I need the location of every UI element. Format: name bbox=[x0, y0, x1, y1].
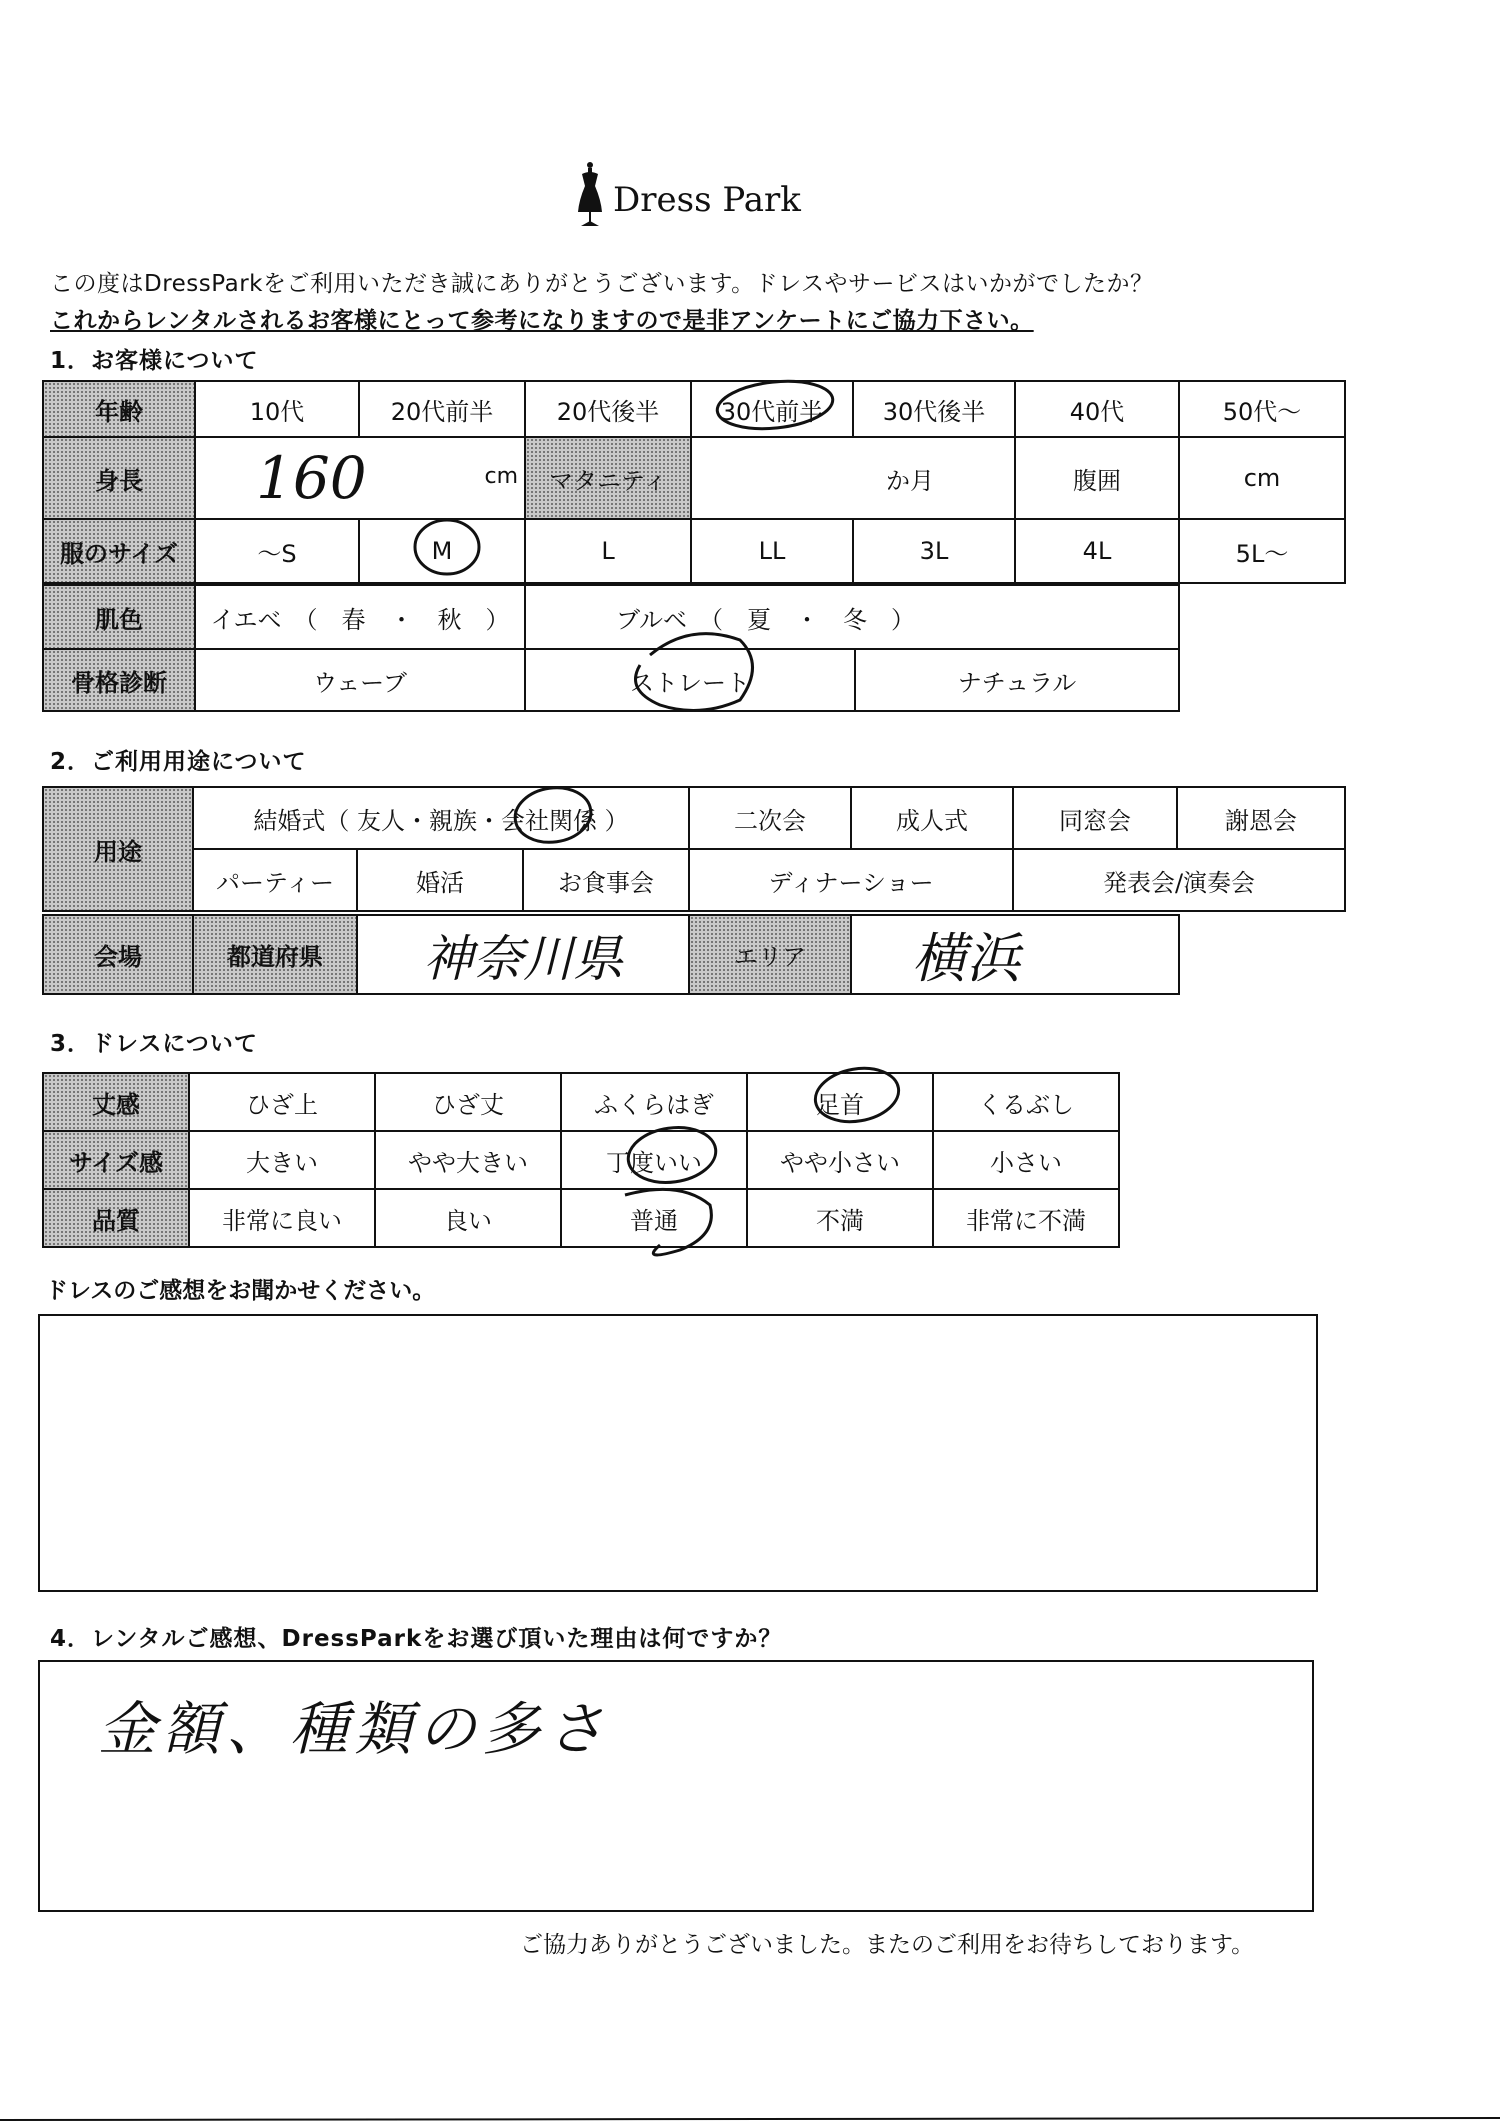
age-option[interactable]: 30代後半 bbox=[853, 381, 1015, 437]
age-option[interactable]: 40代 bbox=[1015, 381, 1179, 437]
length-label: 丈感 bbox=[43, 1073, 189, 1131]
dress-table bbox=[42, 1072, 1120, 1248]
purpose-option[interactable]: 二次会 bbox=[689, 787, 851, 849]
area-label: エリア bbox=[689, 915, 851, 994]
height-unit: cm bbox=[484, 464, 518, 489]
quality-label: 品質 bbox=[43, 1189, 189, 1247]
fit-option[interactable]: 小さい bbox=[933, 1131, 1119, 1189]
customer-table bbox=[42, 380, 1346, 584]
age-label: 年齢 bbox=[43, 381, 195, 437]
size-option[interactable]: L bbox=[525, 519, 691, 583]
section4-title: 4．レンタルご感想、DressParkをお選び頂いた理由は何ですか？ bbox=[50, 1626, 783, 1652]
length-option[interactable]: くるぶし bbox=[933, 1073, 1119, 1131]
intro-line: この度はDressParkをご利用いただき誠にありがとうございます。ドレスやサービスはいかがでしたか？ bbox=[50, 271, 1154, 297]
purpose-option[interactable]: 成人式 bbox=[851, 787, 1013, 849]
intro-request: これからレンタルされるお客様にとって参考になりますので是非アンケートにご協力下さい。 bbox=[50, 308, 1034, 334]
size-option[interactable]: 3L bbox=[853, 519, 1015, 583]
purpose-wedding[interactable]: 結婚式（ 友人・親族・会社関係 ） bbox=[193, 787, 689, 849]
reason-box[interactable] bbox=[38, 1660, 1314, 1912]
size-option[interactable]: 4L bbox=[1015, 519, 1179, 583]
frame-option[interactable]: ナチュラル bbox=[855, 649, 1179, 711]
brand-logo bbox=[565, 160, 805, 230]
quality-option[interactable]: 良い bbox=[375, 1189, 561, 1247]
age-option-selected[interactable]: 30代前半 bbox=[691, 381, 853, 437]
closing-message: ご協力ありがとうございました。またのご利用をお待ちしております。 bbox=[520, 1932, 1255, 1958]
size-option[interactable]: LL bbox=[691, 519, 853, 583]
dress-form-icon bbox=[575, 160, 605, 230]
height-value: 160 bbox=[256, 444, 367, 512]
waist-label: 腹囲 bbox=[1015, 437, 1179, 519]
skin-label: 肌色 bbox=[43, 585, 195, 649]
skin-yellow-base[interactable]: イエベ （ 春 ・ 秋 ） bbox=[195, 585, 525, 649]
frame-option-selected[interactable]: ストレート bbox=[525, 649, 855, 711]
prefecture-value[interactable]: 神奈川県 bbox=[357, 915, 689, 994]
length-option[interactable]: ひざ丈 bbox=[375, 1073, 561, 1131]
waist-field[interactable] bbox=[1179, 437, 1345, 519]
section3-title: 3．ドレスについて bbox=[50, 1031, 258, 1057]
age-option[interactable]: 20代後半 bbox=[525, 381, 691, 437]
waist-unit: cm bbox=[1243, 464, 1281, 492]
purpose-option[interactable]: 発表会/演奏会 bbox=[1013, 849, 1345, 911]
length-option[interactable]: ひざ上 bbox=[189, 1073, 375, 1131]
purpose-option[interactable]: パーティー bbox=[193, 849, 357, 911]
fit-option[interactable]: やや大きい bbox=[375, 1131, 561, 1189]
purpose-option[interactable]: 同窓会 bbox=[1013, 787, 1177, 849]
maternity-months-field[interactable] bbox=[691, 437, 1015, 519]
age-option[interactable]: 20代前半 bbox=[359, 381, 525, 437]
skin-frame-table bbox=[42, 584, 1180, 712]
dress-comment-box[interactable] bbox=[38, 1314, 1318, 1592]
height-label: 身長 bbox=[43, 437, 195, 519]
section1-title: 1．お客様について bbox=[50, 348, 259, 374]
quality-option[interactable]: 不満 bbox=[747, 1189, 933, 1247]
dress-comment-prompt: ドレスのご感想をお聞かせください。 bbox=[45, 1278, 436, 1304]
section2-title: 2．ご利用用途について bbox=[50, 749, 307, 775]
fit-option[interactable]: やや小さい bbox=[747, 1131, 933, 1189]
frame-label: 骨格診断 bbox=[43, 649, 195, 711]
fit-label: サイズ感 bbox=[43, 1131, 189, 1189]
purpose-option[interactable]: お食事会 bbox=[523, 849, 689, 911]
skin-blue-base[interactable]: ブルベ （ 夏 ・ 冬 ） bbox=[525, 585, 1179, 649]
quality-option[interactable]: 非常に良い bbox=[189, 1189, 375, 1247]
bottom-scan-line bbox=[0, 2118, 1500, 2120]
size-option-selected[interactable]: M bbox=[359, 519, 525, 583]
frame-option[interactable]: ウェーブ bbox=[195, 649, 525, 711]
purpose-table bbox=[42, 786, 1346, 912]
prefecture-label: 都道府県 bbox=[193, 915, 357, 994]
size-option[interactable]: 5L～ bbox=[1179, 519, 1345, 583]
quality-option-selected[interactable]: 普通 bbox=[561, 1189, 747, 1247]
size-option[interactable]: ～S bbox=[195, 519, 359, 583]
brand-name: Dress Park bbox=[613, 180, 801, 220]
reason-answer: 金額、種類の多さ bbox=[98, 1695, 611, 1763]
quality-option[interactable]: 非常に不満 bbox=[933, 1189, 1119, 1247]
height-field[interactable] bbox=[195, 437, 525, 519]
length-option-selected[interactable]: 足首 bbox=[747, 1073, 933, 1131]
purpose-option[interactable]: ディナーショー bbox=[689, 849, 1013, 911]
months-unit: か月 bbox=[886, 466, 934, 495]
fit-option[interactable]: 大きい bbox=[189, 1131, 375, 1189]
area-value[interactable]: 横浜 bbox=[851, 915, 1179, 994]
purpose-option[interactable]: 婚活 bbox=[357, 849, 523, 911]
venue-label: 会場 bbox=[43, 915, 193, 994]
fit-option-selected[interactable]: 丁度いい bbox=[561, 1131, 747, 1189]
age-option[interactable]: 50代～ bbox=[1179, 381, 1345, 437]
maternity-label: マタニティ bbox=[525, 437, 691, 519]
size-label: 服のサイズ bbox=[43, 519, 195, 583]
length-option[interactable]: ふくらはぎ bbox=[561, 1073, 747, 1131]
age-option[interactable]: 10代 bbox=[195, 381, 359, 437]
purpose-label: 用途 bbox=[43, 787, 193, 911]
venue-table bbox=[42, 914, 1180, 995]
purpose-option[interactable]: 謝恩会 bbox=[1177, 787, 1345, 849]
